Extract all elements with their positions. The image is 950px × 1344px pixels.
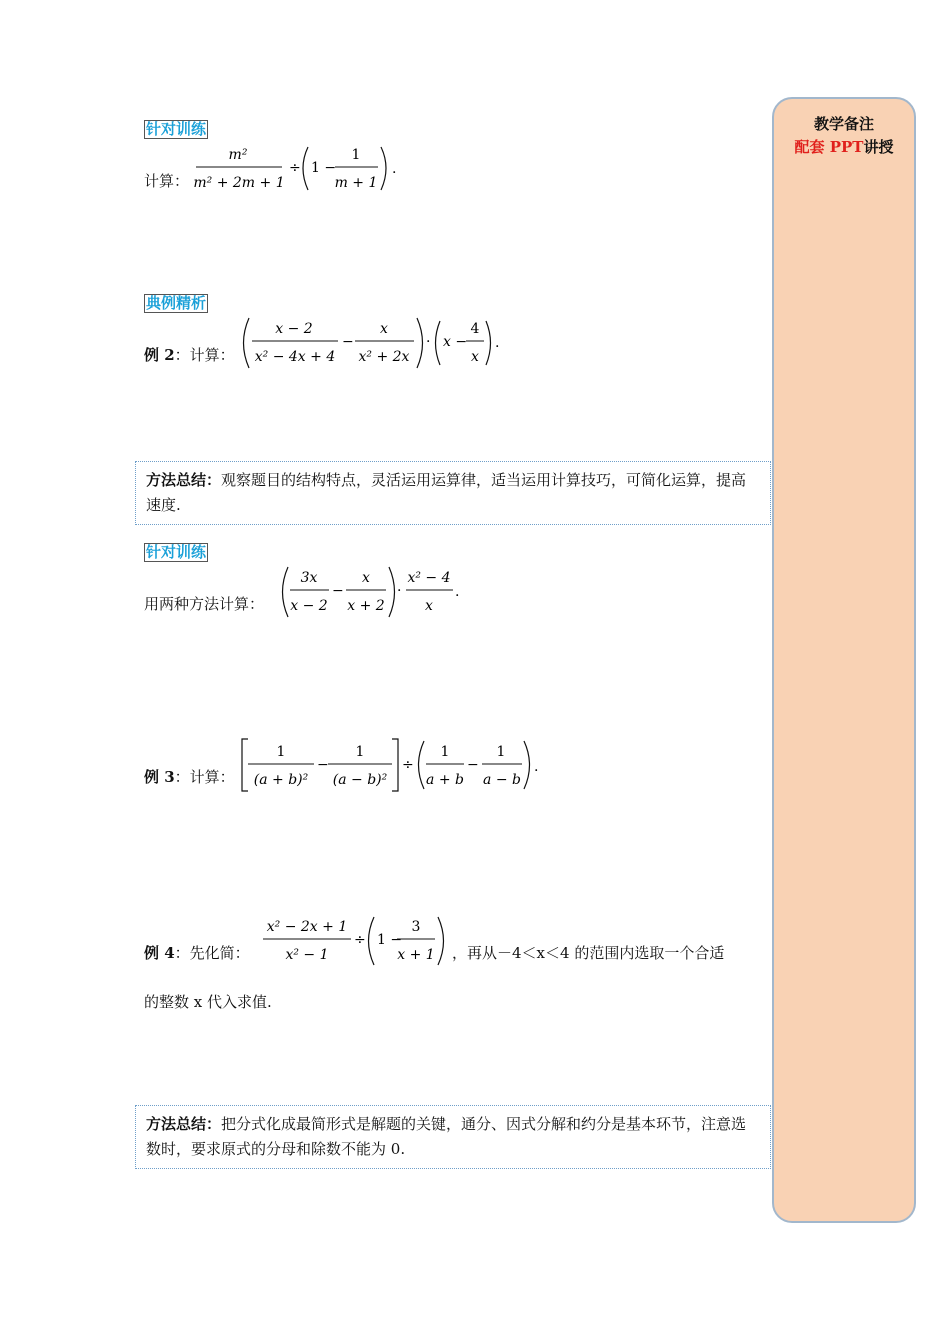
- example4-line2: 的整数 x 代入求值.: [144, 993, 272, 1011]
- example3-prefix: ：计算：: [174, 768, 235, 786]
- s3-f2-den: x + 2: [347, 598, 385, 614]
- s1-end: .: [392, 161, 397, 177]
- section2-tag: 典例精析: [146, 294, 207, 312]
- s1-inner-num: 1: [351, 147, 361, 163]
- section3-tag: 针对训练: [146, 543, 207, 561]
- s3-f3-den: x: [425, 598, 433, 614]
- example4-suffix: ，再从－4＜x＜4 的范围内选取一个合适: [452, 944, 725, 962]
- section3-prefix: 用两种方法计算：: [144, 595, 265, 613]
- s3-f1-num: 3x: [300, 570, 318, 586]
- summary2-label: 方法总结：: [146, 1115, 222, 1133]
- example3-label: 例 3: [144, 768, 175, 786]
- s3-f1-den: x − 2: [290, 598, 328, 614]
- s3-f2-num: x: [362, 570, 370, 586]
- section1-tag: 针对训练: [146, 120, 207, 138]
- e2-dot: ·: [426, 334, 431, 350]
- e3-f1-num: 1: [276, 744, 286, 760]
- summary1-text: 观察题目的结构特点，灵活运用运算律，适当运用计算技巧，可简化运算，提高速度.: [146, 471, 747, 514]
- section3-tag-wrap: [144, 543, 208, 562]
- sidebar-title: 教学备注: [813, 115, 874, 133]
- e3-f4-num: 1: [496, 744, 506, 760]
- e4-f2-den: x + 1: [397, 947, 435, 963]
- example2-label: 例 2: [144, 346, 175, 364]
- method-summary-1: [135, 461, 771, 525]
- sidebar-subtitle-red: 配套 PPT: [794, 138, 864, 156]
- e3-f4-den: a − b: [483, 772, 521, 788]
- section3-expression: [275, 562, 475, 622]
- e3-end: .: [534, 759, 539, 775]
- e2-minus: −: [342, 334, 354, 350]
- example2-expression: [236, 313, 506, 373]
- e2-end: .: [495, 335, 500, 351]
- e4-f1-den: x² − 1: [285, 947, 329, 963]
- e2-f2-den: x² + 2x: [358, 349, 410, 365]
- summary2-text: 把分式化成最简形式是解题的关键，通分、因式分解和约分是基本环节，注意选数时，要求原式的分母和除数不能为 0.: [146, 1115, 747, 1158]
- s3-end: .: [455, 584, 460, 600]
- example4-expression: [258, 911, 458, 971]
- e3-op: ÷: [402, 757, 414, 773]
- e3-f2-den: (a − b)²: [332, 772, 388, 788]
- e3-minus2: −: [467, 757, 479, 773]
- s3-minus: −: [332, 583, 344, 599]
- teaching-notes-sidebar: [772, 97, 916, 1223]
- e2-f1-num: x − 2: [275, 321, 313, 337]
- sidebar-subtitle: [774, 136, 914, 157]
- example3-line: [144, 766, 235, 787]
- e3-minus: −: [317, 757, 329, 773]
- section1-expression: [192, 140, 402, 198]
- e3-f3-num: 1: [440, 744, 450, 760]
- e3-f1-den: (a + b)²: [253, 772, 309, 788]
- e4-paren-one: 1 −: [377, 932, 403, 948]
- s1-op: ÷: [289, 160, 301, 176]
- method-summary-2: [135, 1105, 771, 1169]
- e2-f3-den: x: [471, 349, 479, 365]
- section2-tag-wrap: [144, 294, 208, 313]
- e3-f3-den: a + b: [426, 772, 464, 788]
- section1-tag-wrap: [144, 120, 208, 139]
- e3-f2-num: 1: [355, 744, 365, 760]
- example4-prefix: ：先化简：: [174, 944, 250, 962]
- e2-f2-num: x: [380, 321, 388, 337]
- section1-prefix: 计算：: [144, 172, 190, 190]
- sidebar-subtitle-black: 讲授: [863, 138, 894, 156]
- example4-label: 例 4: [144, 944, 175, 962]
- e2-f3-num: 4: [470, 321, 480, 337]
- s1-den: m² + 2m + 1: [193, 175, 285, 191]
- e4-op: ÷: [354, 932, 366, 948]
- s1-paren-one: 1 −: [311, 160, 337, 176]
- e4-f2-num: 3: [411, 919, 421, 935]
- example3-expression: [236, 734, 546, 796]
- example2-line: [144, 344, 235, 365]
- example4-prefix-line: [144, 942, 250, 963]
- s1-inner-den: m + 1: [334, 175, 378, 191]
- s3-f3-num: x² − 4: [407, 570, 451, 586]
- s3-dot: ·: [397, 583, 402, 599]
- e2-f1-den: x² − 4x + 4: [254, 349, 336, 365]
- e4-f1-num: x² − 2x + 1: [266, 919, 348, 935]
- example2-prefix: ：计算：: [174, 346, 235, 364]
- e2-p2-x: x −: [443, 334, 468, 350]
- summary1-label: 方法总结：: [146, 471, 222, 489]
- s1-num: m²: [228, 147, 248, 163]
